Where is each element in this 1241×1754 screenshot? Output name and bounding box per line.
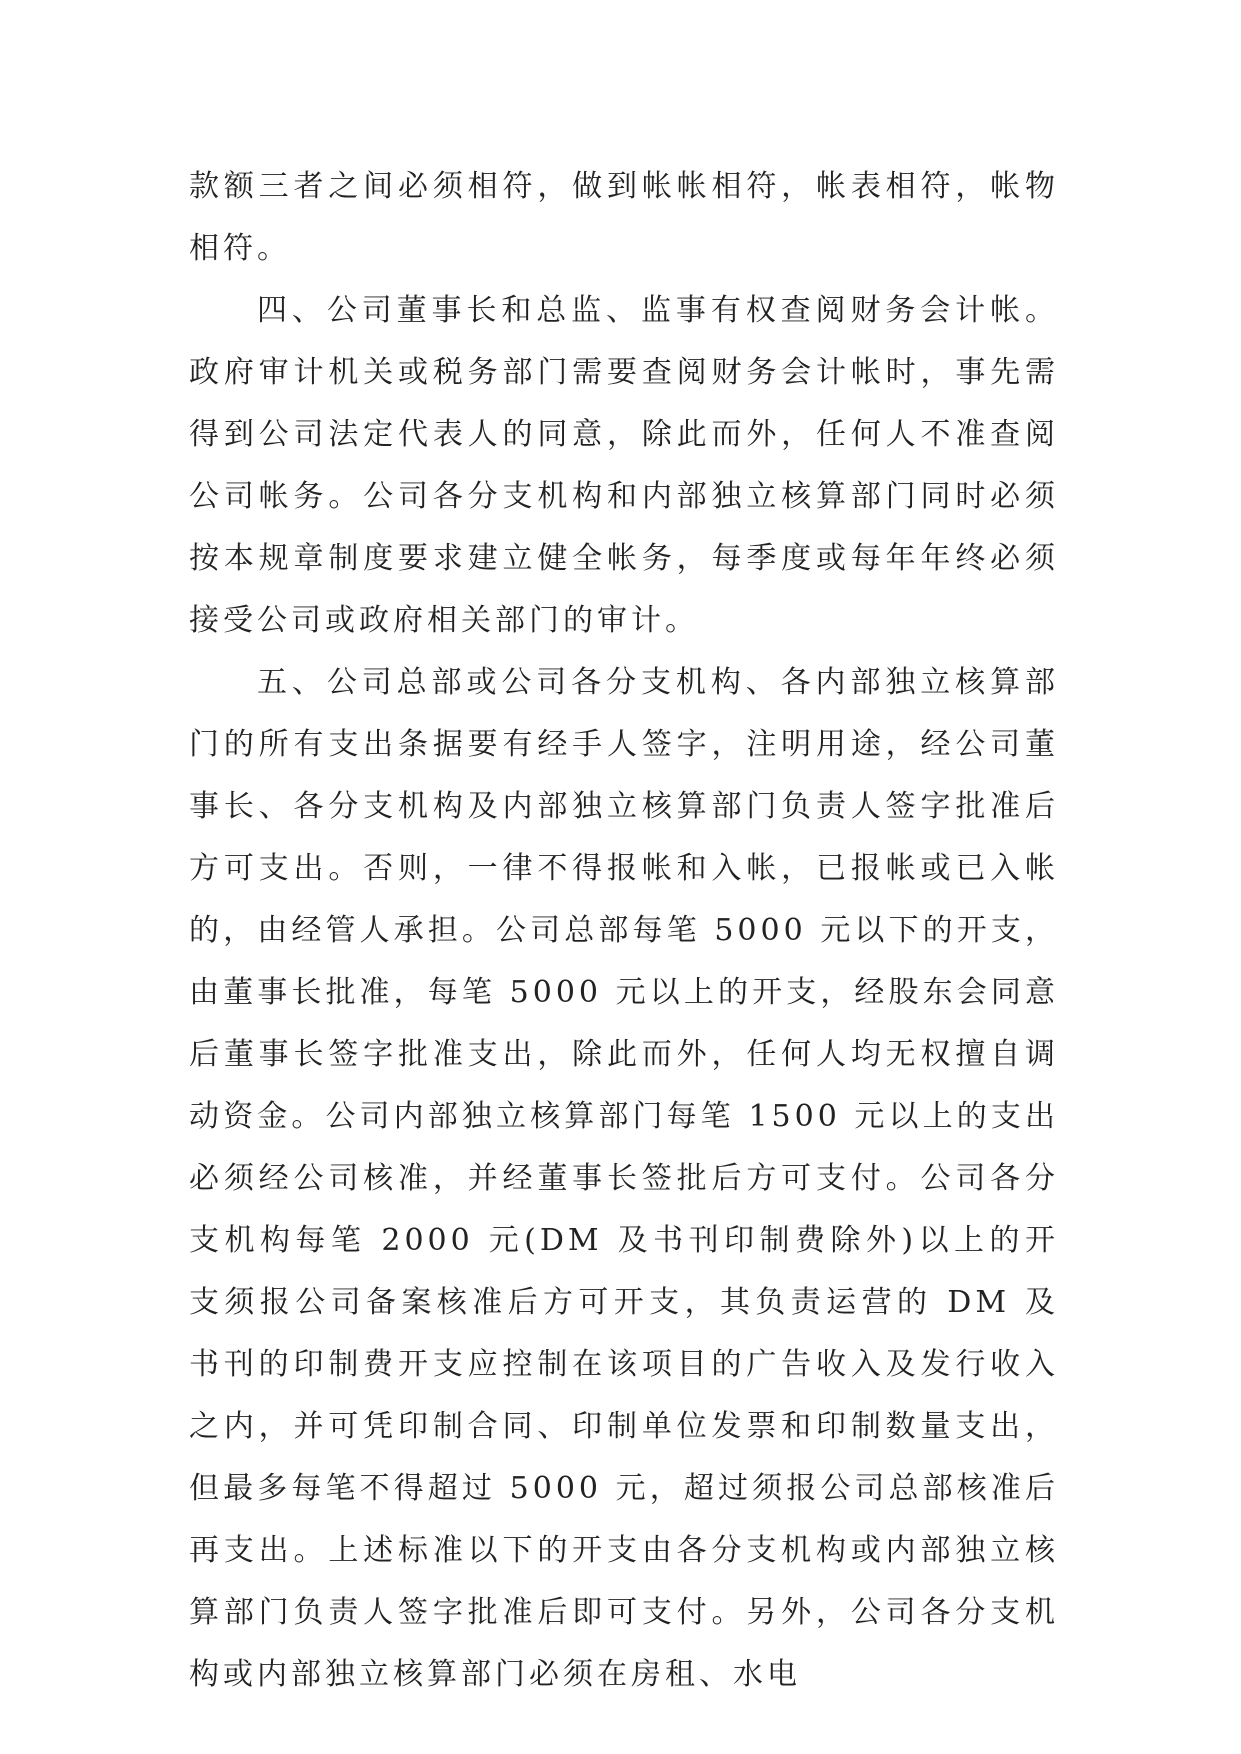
paragraph-continued: 款额三者之间必须相符，做到帐帐相符，帐表相符，帐物相符。: [189, 169, 1059, 266]
paragraph-section-four: 四、公司董事长和总监、监事有权查阅财务会计帐。政府审计机关或税务部门需要查阅财务会计帐时，事先需得到公司法定代表人的同意，除此而外，任何人不准查阅公司帐务。公司各分支机构和内部独立核算部门同时必须按本规章制度要求建立健全帐务，每季度或每年年终必须接受公司或政府相关部门的审计。: [189, 293, 1059, 638]
document-body: [189, 156, 1059, 1706]
paragraph-section-five: 五、公司总部或公司各分支机构、各内部独立核算部门的所有支出条据要有经手人签字，注明用途，经公司董事长、各分支机构及内部独立核算部门负责人签字批准后方可支出。否则，一律不得报帐和入帐，已报帐或已入帐的，由经管人承担。公司总部每笔 5000 元以下的开支，由董事长批准，每笔 5000 元以上的开支，经股东会同意后董事长签字批准支出，除此而外，任何人均无权擅自调动资金。公司内部独立核算部门每笔 1500 元以上的支出必须经公司核准，并经董事长签批后方可支付。公司各分支机构每笔 2000 元(DM 及书刊印制费除外)以上的开支须报公司备案核准后方可开支，其负责运营的 DM 及书刊的印制费开支应控制在该项目的广告收入及发行收入之内，并可凭印制合同、印制单位发票和印制数量支出，但最多每笔不得超过 5000 元，超过须报公司总部核准后再支出。上述标准以下的开支由各分支机构或内部独立核算部门负责人签字批准后即可支付。另外，公司各分支机构或内部独立核算部门必须在房租、水电: [189, 665, 1059, 1692]
